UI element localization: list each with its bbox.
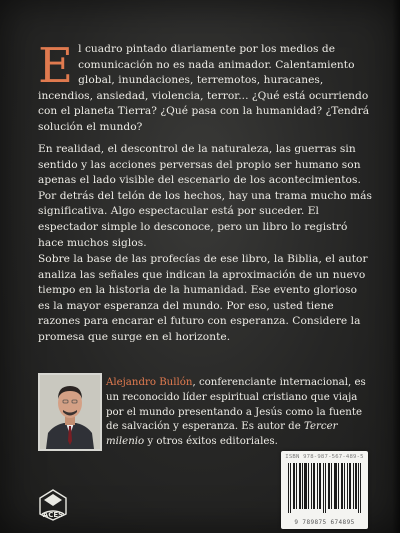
author-book-title: Tercer milenio xyxy=(106,421,338,448)
blurb-paragraph-1-text: l cuadro pintado diariamente por los medios de comunicación no es nada animador. Calentamiento global, inundaciones, terremotos, huracanes, incendios, ansiedad, violencia, terror... ¿Qué está ocurriendo con el planeta Tierra? ¿Qué pasa con la humanidad? ¿Tendrá solución el mundo? xyxy=(38,43,370,133)
author-name: Alejandro Bullón xyxy=(106,377,193,388)
drop-cap: E xyxy=(38,38,74,94)
barcode-bars xyxy=(287,463,362,515)
isbn-number: ISBN 978-987-567-489-5 xyxy=(285,454,364,460)
barcode-number: 9 789875 674895 xyxy=(294,519,355,526)
author-bio-text-a: , conferenciante internacional, es un reconocido líder espiritual cristiano que viaja por el mundo presentando a Jesús como la fuente de salvación y esperanza. Es autor de xyxy=(106,377,366,433)
author-bio xyxy=(106,376,372,450)
author-photo xyxy=(38,373,102,451)
blurb-paragraph-2: En realidad, el descontrol de la naturaleza, las guerras sin sentido y las acciones perversas del propio ser humano son apenas el lado visible del escenario de los acontecimientos. Por detrás del telón de los hechos, hay una trama mucho más significativa. Algo espectacular está por suceder. El espectador simple lo desconoce, pero un libro lo registró hace muchos siglos. xyxy=(38,143,372,249)
page-edge-shadow xyxy=(392,0,400,533)
publisher-logo xyxy=(36,488,70,522)
author-section xyxy=(38,370,372,450)
author-bio-text-b: y otros éxitos editoriales. xyxy=(144,436,278,448)
publisher-logo-text: ACES xyxy=(42,511,64,519)
blurb-paragraph-1 xyxy=(38,38,372,136)
blurb-paragraph-3: Sobre la base de las profecías de ese libro, la Biblia, el autor analiza las señales que indican la aproximación de un nuevo tiempo en la historia de la humanidad. Ese evento glorioso es la mayor esperanza del mundo. Por eso, usted tiene razones para encarar el futuro con esperanza. Considere la promesa que surge en el horizonte. xyxy=(38,253,368,343)
isbn-barcode xyxy=(281,451,368,529)
